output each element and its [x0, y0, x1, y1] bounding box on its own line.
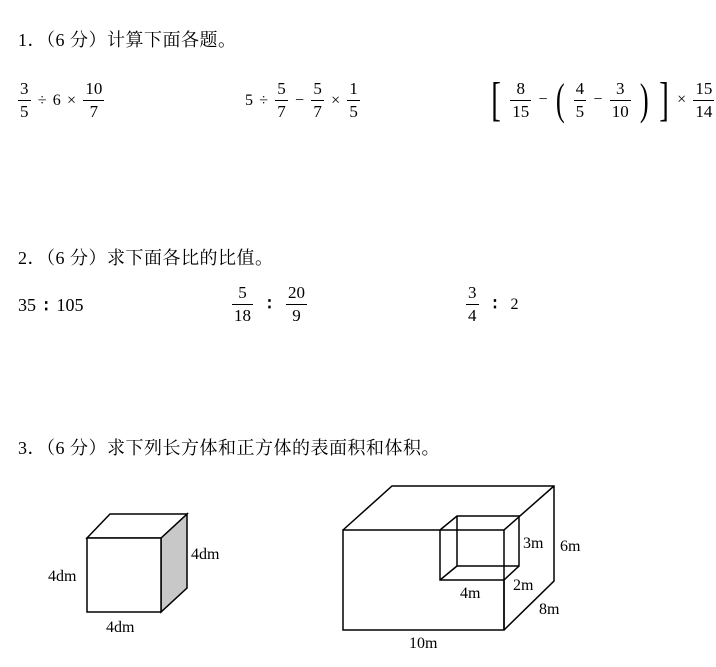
times-sign: ×: [331, 91, 341, 109]
left-bracket: [: [491, 73, 501, 126]
q1-expression-3: [488, 73, 716, 126]
q2-ratio-1: [18, 295, 83, 317]
q2-ratio-2: [230, 284, 309, 325]
times-sign: ×: [677, 91, 687, 108]
ratio-colon: ∶: [44, 296, 49, 316]
fraction: $\frac{1}{5}$: [349, 79, 358, 121]
box-cut-depth-label: 2m: [513, 577, 534, 594]
q2-ratio-3: [464, 284, 519, 325]
cube-height-label: 4dm: [48, 568, 77, 585]
minus-sign: −: [295, 91, 305, 109]
fraction: $\frac{5}{7}$: [277, 79, 286, 121]
fraction: $\frac{3}{5}$: [20, 79, 29, 121]
minus-sign: −: [538, 91, 548, 108]
box-cut-edge: [440, 566, 457, 580]
box-figure: [330, 480, 610, 655]
fraction: $\frac{8}{15}$: [512, 78, 530, 121]
number: 35: [18, 295, 36, 315]
ratio-colon: ∶: [492, 294, 498, 314]
q1-expression-1: [16, 80, 106, 121]
right-paren: ): [639, 75, 649, 124]
fraction: $\frac{5}{7}$: [313, 79, 322, 121]
question-1-title: 1．（6 分）计算下面各题。: [18, 30, 237, 50]
box-cut-height-label: 3m: [523, 535, 544, 552]
box-height-label: 6m: [560, 538, 581, 555]
fraction: $\frac{3}{4}$: [468, 283, 477, 325]
times-sign: ×: [67, 91, 77, 109]
box-cut-width-label: 4m: [460, 585, 481, 602]
cube-depth-label: 4dm: [191, 546, 220, 563]
ratio-colon: ∶: [267, 294, 272, 314]
fraction: $\frac{10}{7}$: [85, 79, 103, 121]
cube-width-label: 4dm: [106, 619, 135, 636]
question-3-title: 3．（6 分）求下列长方体和正方体的表面积和体积。: [18, 438, 440, 458]
divide-sign: ÷: [259, 91, 269, 109]
number: 6: [52, 91, 61, 109]
fraction: $\frac{5}{18}$: [234, 283, 251, 325]
q1-expression-2: [244, 80, 362, 121]
box-depth-label: 8m: [539, 601, 560, 618]
right-bracket: ]: [659, 73, 669, 126]
fraction: $\frac{4}{5}$: [575, 78, 585, 121]
divide-sign: ÷: [37, 91, 47, 109]
number: 5: [245, 91, 253, 109]
box-edge: [504, 486, 554, 530]
number: 2: [510, 295, 519, 313]
box-length-label: 10m: [409, 635, 438, 652]
cube-front-face: [87, 538, 161, 612]
minus-sign: −: [593, 91, 603, 108]
cube-figure: [40, 500, 280, 650]
fraction: $\frac{20}{9}$: [287, 283, 305, 325]
fraction: $\frac{3}{10}$: [611, 78, 629, 121]
fraction: $\frac{15}{14}$: [695, 78, 713, 121]
question-2-title: 2．（6 分）求下面各比的比值。: [18, 248, 274, 268]
left-paren: (: [555, 75, 565, 124]
number: 105: [56, 295, 84, 315]
box-top-edge: [343, 486, 554, 630]
